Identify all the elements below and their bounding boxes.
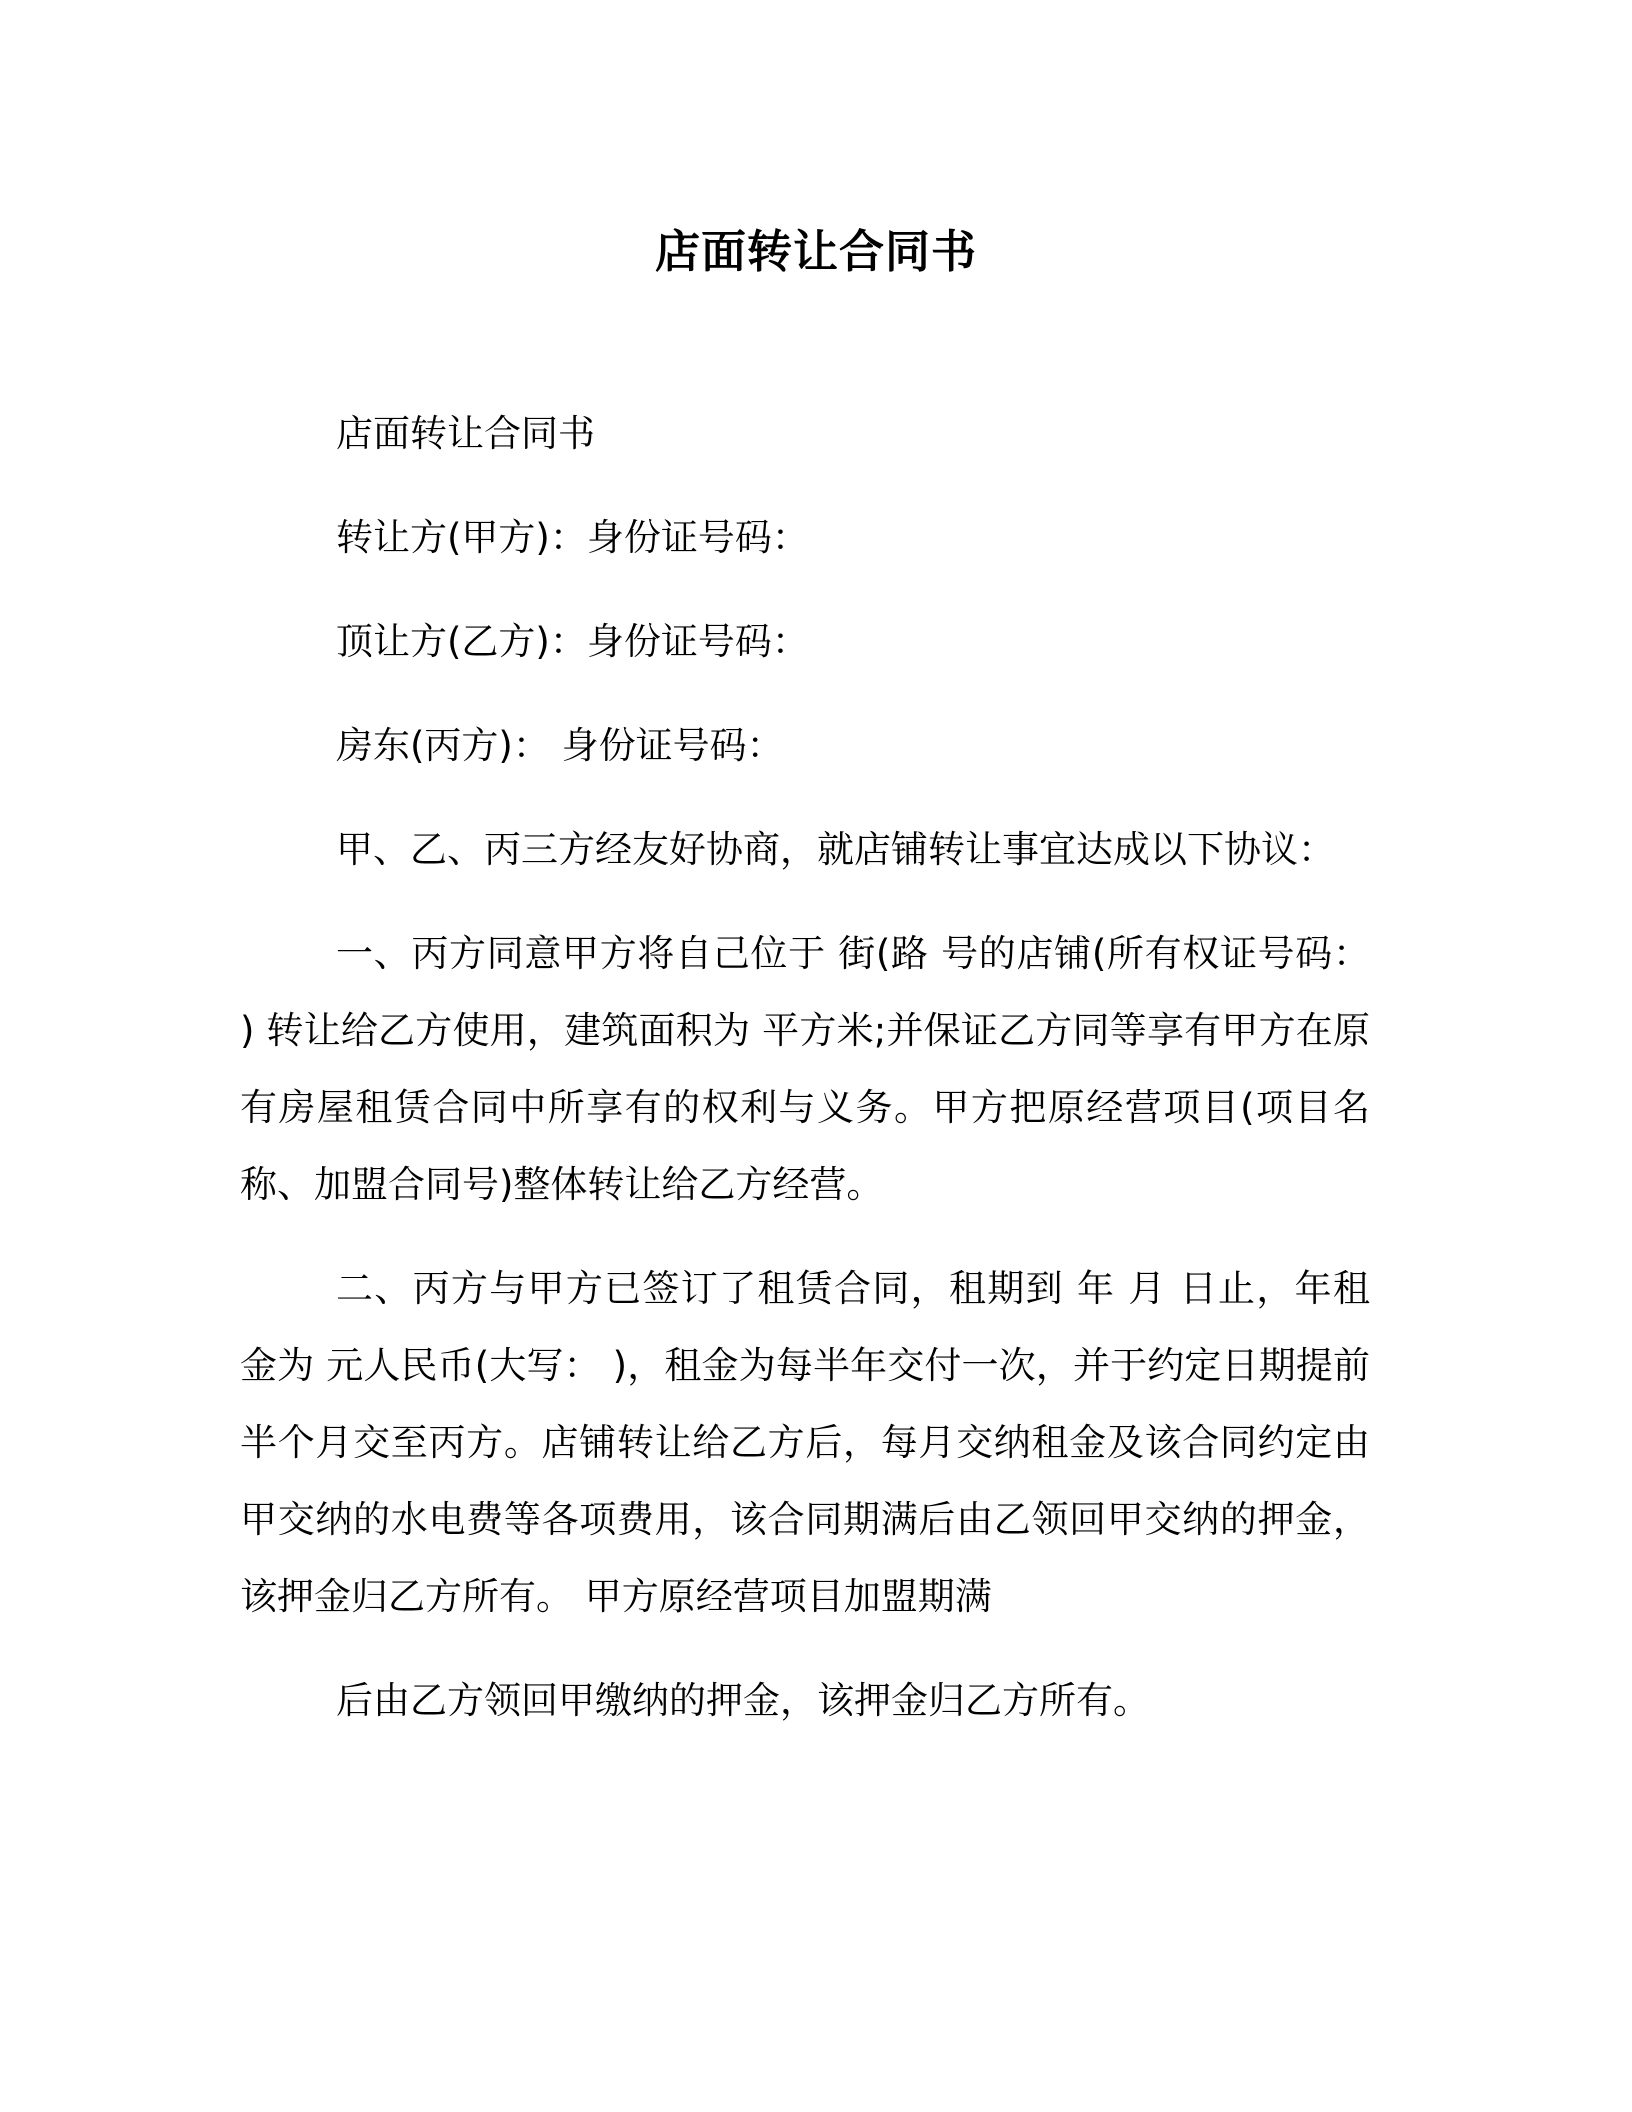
document-body [240,395,1370,1766]
paragraph-party-b: 顶让方(乙方)：身份证号码： [336,620,809,663]
paragraph-party-c: 房东(丙方)： 身份证号码： [336,724,784,767]
paragraph-agreement-intro: 甲、乙、丙三方经友好协商，就店铺转让事宜达成以下协议： [336,828,1335,871]
paragraph-clause-1: 一、丙方同意甲方将自己位于 街(路 号的店铺(所有权证号码： ) 转让给乙方使用，建筑面积为 平方米;并保证乙方同等享有甲方在原有房屋租赁合同中所享有的权利与义务。甲方把原经营项目(项目名称、加盟合同号)整体转让给乙方经营。 [240,932,1370,1206]
document-title: 店面转让合同书 [654,225,977,278]
paragraph-party-a: 转让方(甲方)：身份证号码： [336,516,809,559]
paragraph-heading: 店面转让合同书 [336,412,595,455]
paragraph-clause-2-continued: 后由乙方领回甲缴纳的押金，该押金归乙方所有。 [336,1679,1150,1722]
paragraph-clause-2: 二、丙方与甲方已签订了租赁合同，租期到 年 月 日止，年租金为 元人民币(大写： )，租金为每半年交付一次，并于约定日期提前半个月交至丙方。店铺转让给乙方后，每月交纳租金及该合同约定由甲交纳的水电费等各项费用，该合同期满后由乙领回甲交纳的押金，该押金归乙方所有。 甲方原经营项目加盟期满 [240,1267,1370,1618]
